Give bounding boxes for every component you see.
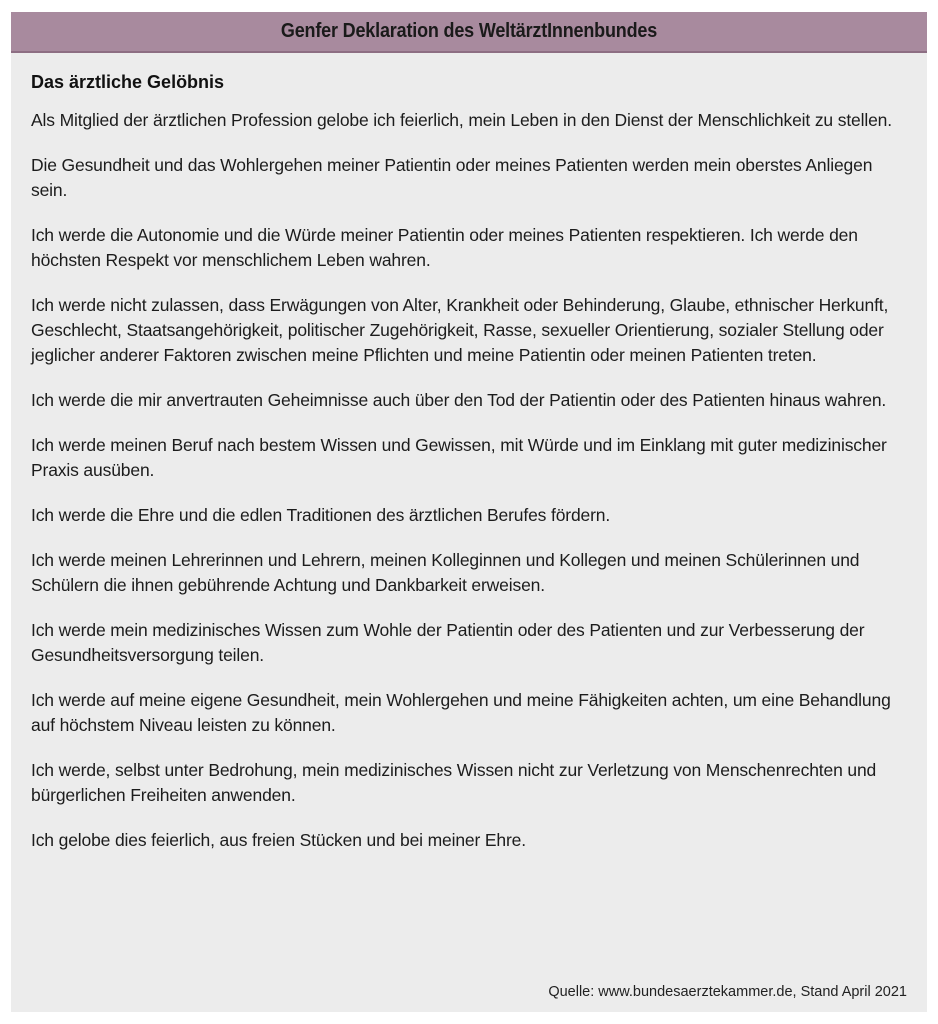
paragraph-8: Ich werde meinen Lehrerinnen und Lehrern, meinen Kolleginnen und Kollegen und meinen Schülerinnen und Schülern die ihnen gebührende Achtung und Dankbarkeit erweisen.: [31, 550, 860, 595]
declaration-box: [11, 12, 927, 1012]
header-title: Genfer Deklaration des WeltärztInnenbundes: [280, 20, 658, 42]
paragraph-4: Ich werde nicht zulassen, dass Erwägungen von Alter, Krankheit oder Behinderung, Glaube, ethnischer Herkunft, Geschlecht, Staatsangehörigkeit, politischer Zugehörigkeit, Rasse, sexueller Orientierung, sozialer Stellung oder jeglicher anderer Faktoren zwischen meine Pflichten und meine Patientin oder meinen Patienten treten.: [31, 295, 889, 365]
source-citation: Quelle: www.bundesaerztekammer.de, Stand April 2021: [548, 984, 907, 1000]
content-area: [11, 53, 927, 853]
paragraph-7: Ich werde die Ehre und die edlen Traditionen des ärztlichen Berufes fördern.: [31, 505, 611, 525]
paragraph-12: Ich gelobe dies feierlich, aus freien Stücken und bei meiner Ehre.: [31, 830, 526, 850]
paragraph-10: Ich werde auf meine eigene Gesundheit, mein Wohlergehen und meine Fähigkeiten achten, um eine Behandlung auf höchstem Niveau leisten zu können.: [31, 690, 891, 735]
paragraph-9: Ich werde mein medizinisches Wissen zum Wohle der Patientin oder des Patienten und zur Verbesserung der Gesundheitsversorgung teilen.: [31, 620, 865, 665]
paragraph-5: Ich werde die mir anvertrauten Geheimnisse auch über den Tod der Patientin oder des Patienten hinaus wahren.: [31, 390, 887, 410]
header-bar: [11, 12, 927, 53]
paragraph-6: Ich werde meinen Beruf nach bestem Wissen und Gewissen, mit Würde und im Einklang mit guter medizinischer Praxis ausüben.: [31, 435, 887, 480]
paragraph-1: Als Mitglied der ärztlichen Profession gelobe ich feierlich, mein Leben in den Dienst der Menschlichkeit zu stellen.: [31, 110, 892, 130]
paragraph-11: Ich werde, selbst unter Bedrohung, mein medizinisches Wissen nicht zur Verletzung von Menschenrechten und bürgerlichen Freiheiten anwenden.: [31, 760, 877, 805]
subtitle: Das ärztliche Gelöbnis: [31, 72, 225, 92]
paragraph-2: Die Gesundheit und das Wohlergehen meiner Patientin oder meines Patienten werden mein oberstes Anliegen sein.: [31, 155, 873, 200]
paragraph-3: Ich werde die Autonomie und die Würde meiner Patientin oder meines Patienten respektieren. Ich werde den höchsten Respekt vor menschlichem Leben wahren.: [31, 225, 858, 270]
